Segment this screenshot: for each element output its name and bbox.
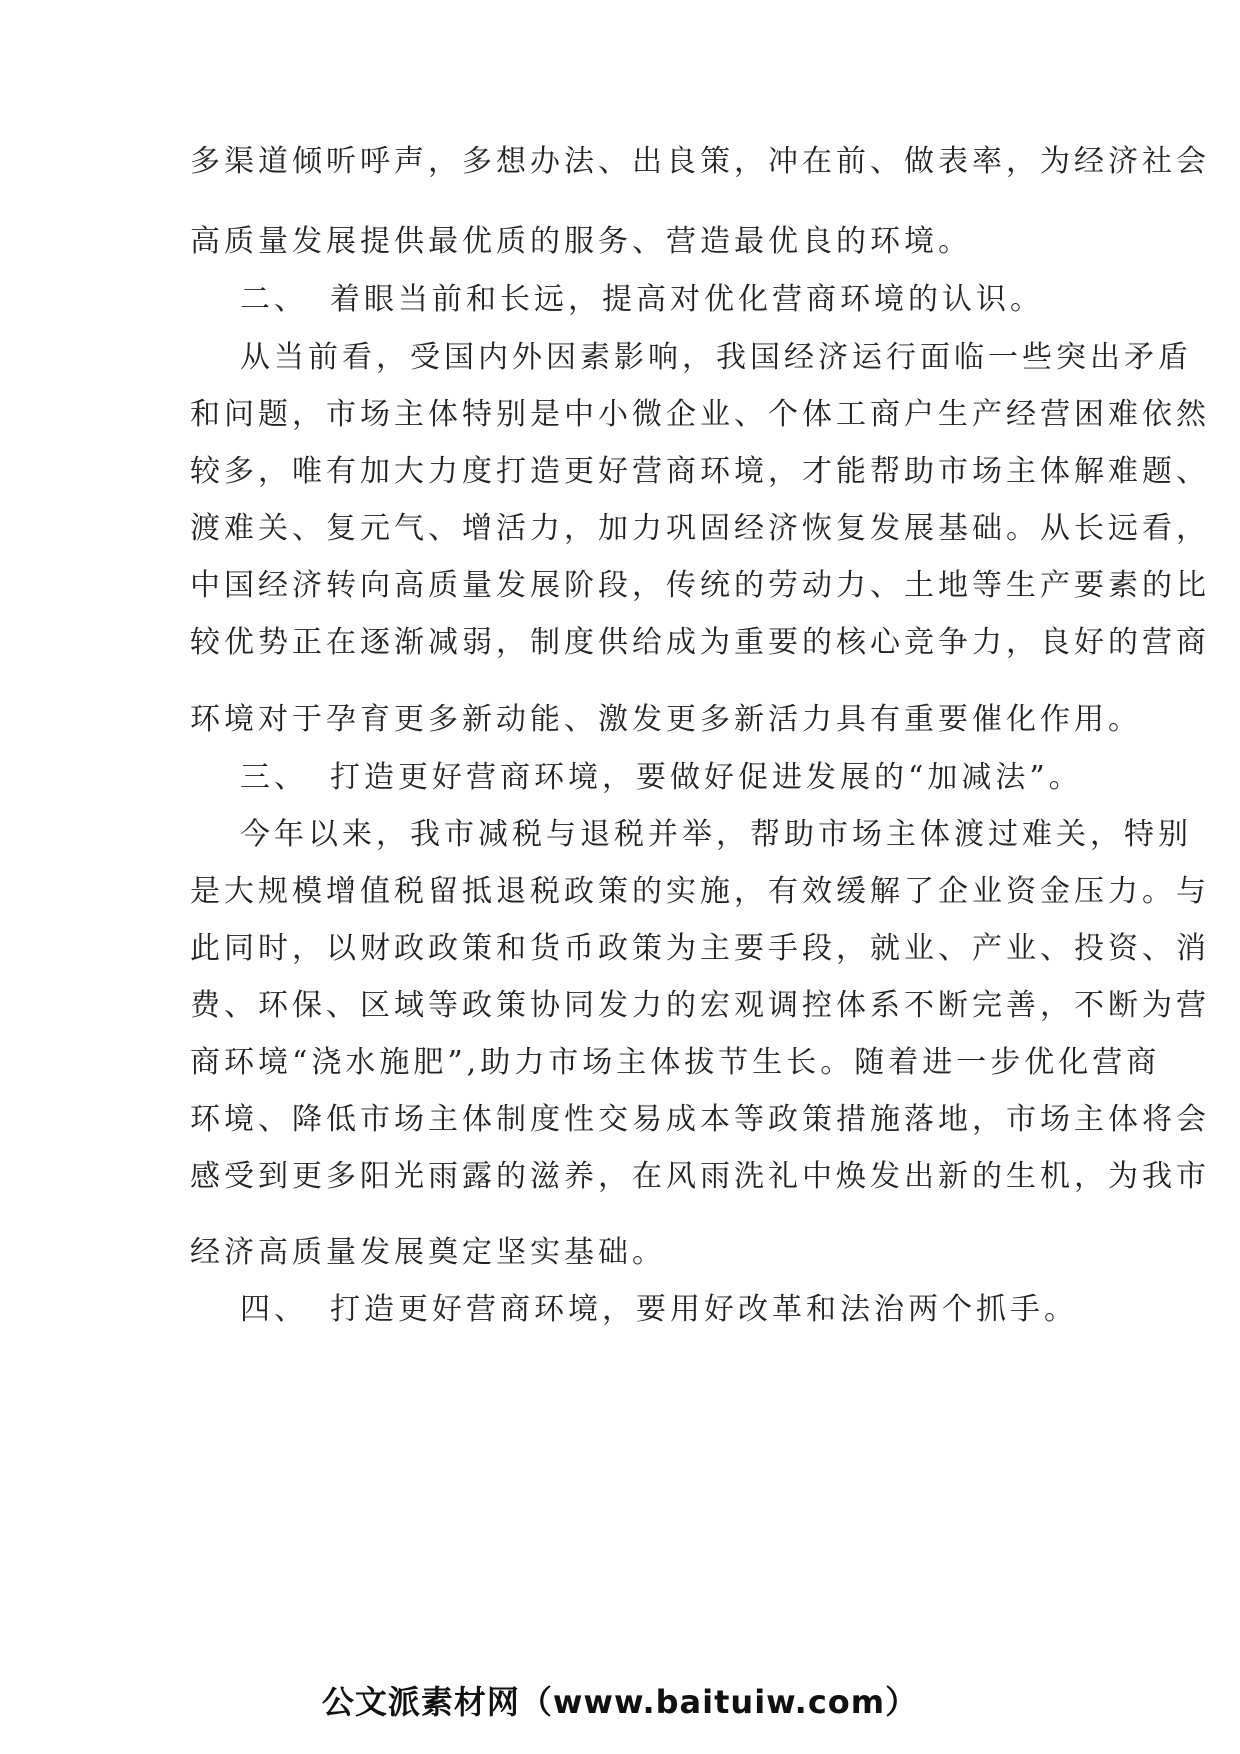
- body-text-line: 较优势正在逐渐减弱，制度供给成为重要的核心竞争力，良好的营商: [190, 625, 1210, 660]
- body-text-line: 感受到更多阳光雨露的滋养，在风雨洗礼中焕发出新的生机，为我市: [190, 1159, 1210, 1194]
- body-text-line: 和问题，市场主体特别是中小微企业、个体工商户生产经营困难依然: [190, 397, 1210, 432]
- body-text-line: 是大规模增值税留抵退税政策的实施，有效缓解了企业资金压力。与: [190, 874, 1210, 909]
- heading-number: 三、: [240, 760, 308, 795]
- heading-number: 二、: [240, 282, 308, 317]
- body-text-line: 中国经济转向高质量发展阶段，传统的劳动力、土地等生产要素的比: [190, 568, 1210, 603]
- body-text-line: 环境对于孕育更多新动能、激发更多新活力具有重要催化作用。: [190, 702, 1142, 737]
- body-text-line: 高质量发展提供最优质的服务、营造最优良的环境。: [190, 224, 972, 259]
- body-text-line: 从当前看，受国内外因素影响，我国经济运行面临一些突出矛盾: [240, 340, 1192, 375]
- body-text-line: 今年以来，我市减税与退税并举，帮助市场主体渡过难关，特别: [240, 817, 1192, 852]
- heading-text: 打造更好营商环境，要做好促进发展的“加减法”。: [330, 760, 1083, 795]
- body-text-line: 此同时，以财政政策和货币政策为主要手段，就业、产业、投资、消: [190, 931, 1210, 966]
- heading-text: 打造更好营商环境，要用好改革和法治两个抓手。: [330, 1292, 1078, 1327]
- body-text-line: 商环境“浇水施肥”,助力市场主体拔节生长。随着进一步优化营商: [190, 1045, 1161, 1080]
- body-text-line: 渡难关、复元气、增活力，加力巩固经济恢复发展基础。从长远看，: [190, 511, 1210, 546]
- section-heading-3: [240, 758, 1110, 798]
- heading-number: 四、: [240, 1292, 308, 1327]
- heading-text: 着眼当前和长远，提高对优化营商环境的认识。: [330, 282, 1044, 317]
- body-text-line: 费、环保、区域等政策协同发力的宏观调控体系不断完善，不断为营: [190, 988, 1210, 1023]
- body-text-line: 经济高质量发展奠定坚实基础。: [190, 1235, 666, 1270]
- section-heading-4: [240, 1290, 1110, 1330]
- body-text-line: 环境、降低市场主体制度性交易成本等政策措施落地，市场主体将会: [190, 1102, 1210, 1137]
- section-heading-2: [240, 280, 1110, 320]
- body-text-line: 多渠道倾听呼声，多想办法、出良策，冲在前、做表率，为经济社会: [190, 144, 1210, 179]
- body-text-line: 较多，唯有加大力度打造更好营商环境，才能帮助市场主体解难题、: [190, 454, 1210, 489]
- footer-watermark: 公文派素材网（www.baituiw.com）: [321, 1683, 919, 1721]
